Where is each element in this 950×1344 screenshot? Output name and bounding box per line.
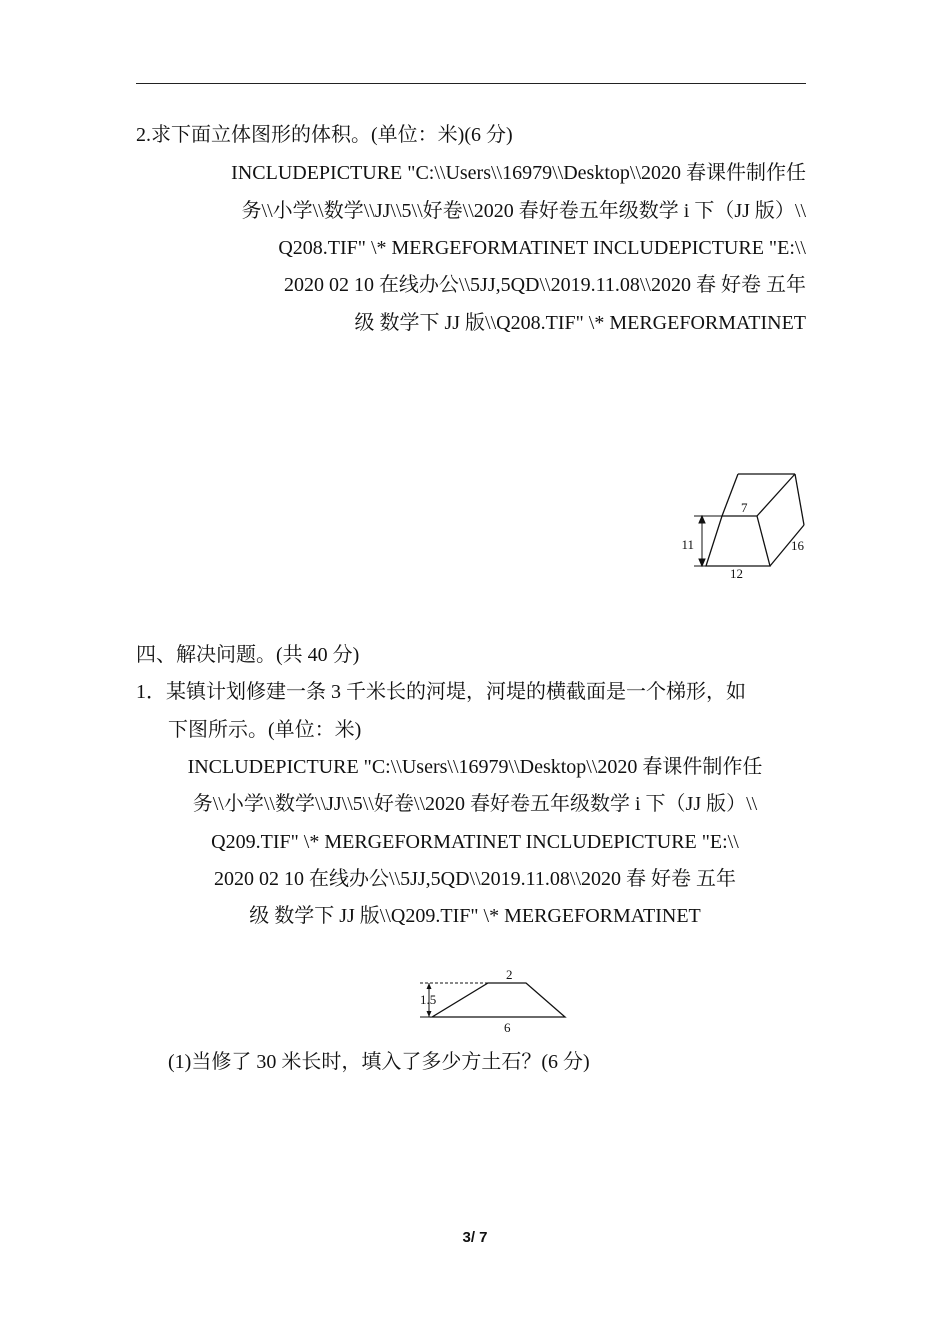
trapezoid-height-arrow-down <box>427 1011 432 1017</box>
trapezoid-figure <box>410 962 580 1038</box>
trapezoid-outline <box>432 983 565 1017</box>
q2-placeholder-line-5: 级 数学下 JJ 版\\Q208.TIF" \* MERGEFORMATINET <box>354 312 806 334</box>
prism-bottom-label: 12 <box>730 566 743 581</box>
q2-placeholder-line-3: Q208.TIF" \* MERGEFORMATINET INCLUDEPICTURE "E:\\ <box>278 237 806 259</box>
height-arrow-down <box>699 559 705 566</box>
trapezoid-height-arrow-up <box>427 983 432 989</box>
q1-placeholder-line-5: 级 数学下 JJ 版\\Q209.TIF" \* MERGEFORMATINET <box>249 905 701 927</box>
page-number: 3/ 7 <box>462 1229 488 1246</box>
q1-text-line-2: 下图所示。(单位：米) <box>168 719 362 741</box>
prism-figure <box>680 465 820 585</box>
sub-question-1: (1)当修了 30 米长时，填入了多少方土石？(6 分) <box>168 1051 590 1073</box>
q2-placeholder-line-2: 务\\小学\\数学\\JJ\\5\\好卷\\2020 春好卷五年级数学 i 下（JJ 版）\\ <box>241 200 806 222</box>
q2-title: 2.求下面立体图形的体积。(单位：米)(6 分) <box>136 124 513 146</box>
prism-height-label: 11 <box>681 537 694 552</box>
q1-placeholder-line-2: 务\\小学\\数学\\JJ\\5\\好卷\\2020 春好卷五年级数学 i 下（JJ 版）\\ <box>192 793 758 815</box>
q1-placeholder-line-1: INCLUDEPICTURE "C:\\Users\\16979\\Desktop\\2020 春课件制作任 <box>187 756 763 778</box>
trapezoid-height-label: 1.5 <box>420 992 437 1007</box>
prism-edges <box>706 474 804 566</box>
q1-text-line-1: 1．某镇计划修建一条 3 千米长的河堤，河堤的横截面是一个梯形，如 <box>136 681 746 703</box>
header-rule <box>136 83 806 84</box>
q2-placeholder-line-4: 2020 02 10 在线办公\\5JJ,5QD\\2019.11.08\\2020 春 好卷 五年 <box>283 274 806 296</box>
q1-placeholder-line-4: 2020 02 10 在线办公\\5JJ,5QD\\2019.11.08\\2020 春 好卷 五年 <box>213 868 737 890</box>
q2-placeholder-line-1: INCLUDEPICTURE "C:\\Users\\16979\\Desktop\\2020 春课件制作任 <box>231 162 806 184</box>
trapezoid-top-label: 2 <box>506 967 513 982</box>
prism-edge-top-left <box>722 474 738 516</box>
prism-edge-back-right <box>795 474 804 525</box>
height-arrow-up <box>699 516 705 523</box>
prism-edge-top-right <box>757 474 795 516</box>
section4-title: 四、解决问题。(共 40 分) <box>136 644 360 666</box>
prism-top-label: 7 <box>741 500 748 515</box>
prism-depth-label: 16 <box>791 538 804 553</box>
trapezoid-bottom-label: 6 <box>504 1020 511 1035</box>
q1-placeholder-line-3: Q209.TIF" \* MERGEFORMATINET INCLUDEPICTURE "E:\\ <box>211 831 739 853</box>
prism-front-face <box>706 516 770 566</box>
